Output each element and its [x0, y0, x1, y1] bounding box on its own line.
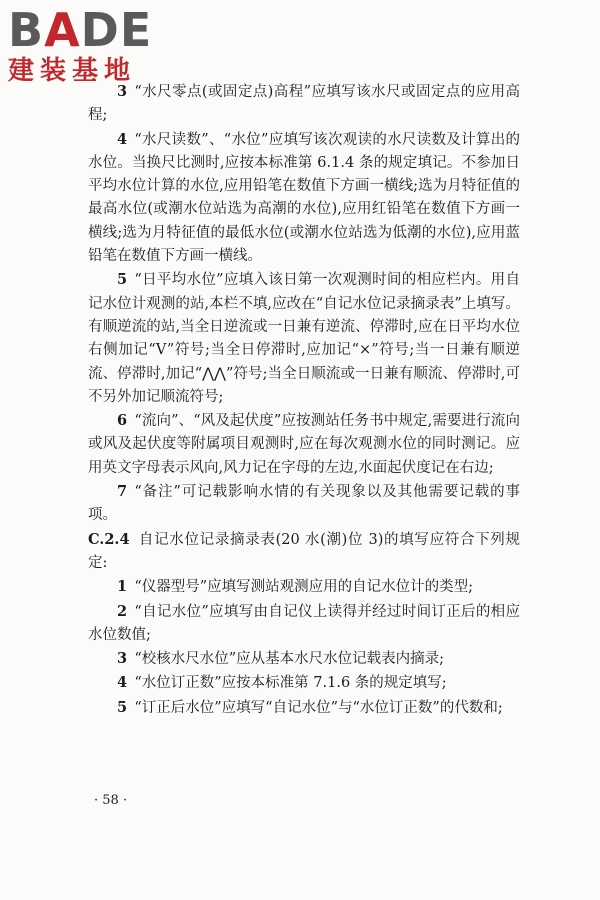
- clause-item: 7 “备注”可记载影响水情的有关现象以及其他需要记载的事项。: [88, 483, 520, 524]
- document-body: [88, 80, 520, 720]
- section-clause-item: 3 “校核水尺水位”应从基本水尺水位记载表内摘录;: [117, 650, 445, 668]
- section-clause-item: 1 “仪器型号”应填写测站观测应用的自记水位计的类型;: [117, 578, 474, 596]
- clause-item: 5 “日平均水位”应填入该日第一次观测时间的相应栏内。用自记水位计观测的站,本栏不填,应改在“自记水位记录摘录表”上填写。有顺逆流的站,当全日逆流或一日兼有逆流、停滞时,应在日平均水位右侧加记“V”符号;当全日停滞时,应加记“×”符号;当一日兼有顺逆流、停滞时,加记“⋀⋀”符号;当全日顺流或一日兼有顺流、停滞时,可不另外加记顺流符号;: [88, 271, 520, 405]
- section-heading: C.2.4 自记水位记录摘录表(20 水(潮)位 3)的填写应符合下列规定:: [88, 530, 520, 571]
- page-number: · 58 ·: [94, 793, 128, 808]
- section-clause-item: 5 “订正后水位”应填写“自记水位”与“水位订正数”的代数和;: [117, 698, 503, 716]
- section-clause-item: 4 “水位订正数”应按本标准第 7.1.6 条的规定填写;: [117, 674, 447, 692]
- clause-item: 6 “流向”、“风及起伏度”应按测站任务书中规定,需要进行流向或风及起伏度等附属项目观测时,应在每次观测水位的同时测记。应用英文字母表示风向,风力记在字母的左边,水面起伏度记在右边;: [88, 412, 520, 476]
- clause-item: 3 “水尺零点(或固定点)高程”应填写该水尺或固定点的应用高程;: [88, 83, 520, 124]
- logo-subtitle: 建装基地: [8, 56, 137, 86]
- bade-logo: [8, 3, 178, 86]
- section-clause-item: 2 “自记水位”应填写由自记仪上读得并经过时间订正后的相应水位数值;: [88, 602, 520, 643]
- logo-wordmark: BADE: [8, 3, 153, 57]
- clause-item: 4 “水尺读数”、“水位”应填写该次观读的水尺读数及计算出的水位。当换尺比测时,应按本标准第 6.1.4 条的规定填记。不参加日平均水位计算的水位,应用铅笔在数值下方画一横线;选为月特征值的最高水位(或潮水位站选为高潮的水位),应用红铅笔在数值下方画一横线;选为月特征值的最低水位(或潮水位站选为低潮的水位),应用蓝铅笔在数值下方画一横线。: [88, 130, 520, 265]
